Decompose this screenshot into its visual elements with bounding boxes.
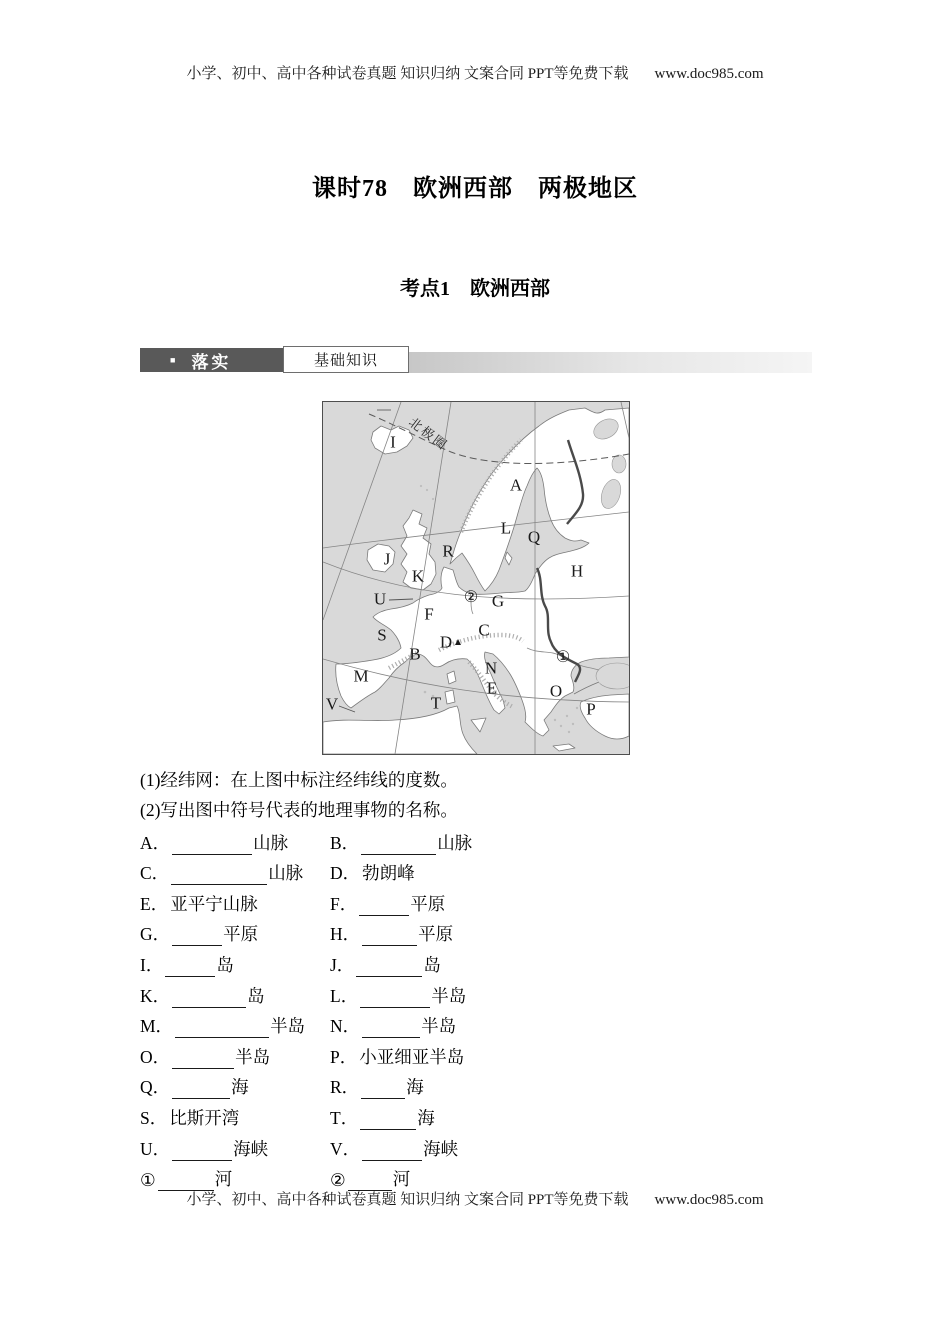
item-label: S．	[140, 1107, 168, 1128]
item-suffix: 海	[406, 1077, 424, 1098]
item-blank	[165, 959, 215, 977]
item-suffix: 山脉	[268, 863, 304, 884]
item-blank	[172, 1143, 232, 1161]
tab-bar-gradient	[409, 352, 812, 373]
item-label: ①	[140, 1170, 156, 1191]
map-label-Q: Q	[527, 527, 541, 547]
question-item	[140, 1011, 330, 1042]
map-label-V: V	[325, 694, 339, 714]
item-suffix: 海峡	[423, 1138, 459, 1159]
item-blank	[359, 898, 409, 916]
item-suffix: 平原	[410, 893, 446, 914]
question-item	[140, 1041, 330, 1072]
item-label: K．	[140, 985, 171, 1006]
map-label-R: R	[442, 541, 454, 561]
map-label-L: L	[500, 518, 512, 538]
item-label: T．	[330, 1107, 359, 1128]
question-item	[330, 980, 820, 1011]
europe-map	[322, 401, 630, 755]
footer-link[interactable]: www.doc985.com	[654, 1192, 764, 1208]
map-label-E: E	[486, 678, 498, 698]
question-item	[140, 858, 330, 889]
item-label: V．	[330, 1138, 361, 1159]
question-item	[330, 858, 820, 889]
tab-secondary	[283, 346, 409, 373]
question-item	[330, 949, 820, 980]
map-label-J: J	[383, 549, 391, 569]
item-label: J．	[330, 954, 355, 975]
item-suffix: 半岛	[270, 1016, 306, 1037]
question-item	[330, 1133, 820, 1164]
map-label-A: A	[509, 475, 523, 495]
section-title: 考点1 欧洲西部	[400, 278, 550, 300]
map-label-I: I	[390, 432, 396, 452]
item-blank	[362, 1143, 422, 1161]
item-suffix: 岛	[247, 985, 265, 1006]
map-label-G: G	[491, 591, 505, 611]
map-label-①: ①	[555, 649, 571, 667]
tab-primary-band	[140, 348, 283, 372]
item-label: L．	[330, 985, 359, 1006]
item-label: M．	[140, 1016, 174, 1037]
question-item	[330, 1011, 820, 1042]
item-suffix: 岛	[423, 954, 441, 975]
item-label: F．	[330, 893, 358, 914]
question-item	[330, 1072, 820, 1103]
item-blank	[362, 929, 417, 947]
map-label-B: B	[409, 644, 421, 664]
section-tab-bar	[140, 346, 812, 376]
item-label: ②	[330, 1170, 346, 1191]
item-blank	[360, 1112, 416, 1130]
item-answer: 比斯开湾	[169, 1107, 240, 1128]
map-label-C: C	[478, 620, 490, 640]
item-label: H．	[330, 924, 361, 945]
item-label: E．	[140, 893, 169, 914]
page-header	[0, 62, 950, 83]
item-label: Q．	[140, 1077, 171, 1098]
map-label-O: O	[549, 681, 563, 701]
item-blank	[361, 1082, 405, 1100]
item-label: D．	[330, 863, 361, 884]
arctic-circle-label: 北极圈	[405, 414, 451, 454]
item-blank	[356, 959, 422, 977]
item-suffix: 平原	[418, 924, 454, 945]
item-suffix: 平原	[223, 924, 259, 945]
item-suffix: 海	[417, 1107, 435, 1128]
item-answer: 勃朗峰	[362, 863, 415, 884]
item-blank	[361, 837, 436, 855]
item-blank	[360, 990, 430, 1008]
tab-secondary-label: 基础知识	[313, 352, 378, 369]
map-label-②: ②	[463, 589, 479, 607]
map-label-H: H	[570, 561, 584, 581]
item-suffix: 海峡	[233, 1138, 269, 1159]
item-suffix: 山脉	[437, 832, 473, 853]
item-label: G．	[140, 924, 171, 945]
item-suffix: 河	[214, 1169, 233, 1190]
map-label-T: T	[430, 693, 442, 713]
question-item	[140, 888, 330, 919]
item-label: U．	[140, 1138, 171, 1159]
item-label: I．	[140, 954, 164, 975]
question-item	[140, 1072, 330, 1103]
question-item	[140, 949, 330, 980]
header-link[interactable]: www.doc985.com	[654, 66, 764, 82]
footer-text: 小学、初中、高中各种试卷真题 知识归纳 文案合同 PPT等免费下载	[186, 1192, 629, 1208]
item-blank	[362, 1021, 420, 1039]
item-blank	[172, 1082, 230, 1100]
map-label-S: S	[377, 625, 387, 645]
question-item	[330, 888, 820, 919]
square-bullet-icon: ■	[170, 355, 176, 365]
tab-primary-label: 落实	[191, 352, 232, 372]
item-label: C．	[140, 863, 170, 884]
question-1: (1)经纬网：在上图中标注经纬线的度数。	[140, 770, 458, 790]
item-blank	[171, 868, 267, 886]
item-label: A．	[140, 832, 171, 853]
question-item	[140, 919, 330, 950]
item-answer: 小亚细亚半岛	[359, 1046, 465, 1067]
map-labels-layer	[323, 402, 629, 754]
map-label-P: P	[586, 699, 596, 719]
header-text: 小学、初中、高中各种试卷真题 知识归纳 文案合同 PPT等免费下载	[186, 66, 629, 82]
item-label: B．	[330, 832, 360, 853]
item-blank	[172, 929, 222, 947]
map-label-M: M	[353, 666, 369, 686]
item-answer: 亚平宁山脉	[170, 893, 258, 914]
item-blank	[175, 1021, 269, 1039]
item-blank	[172, 990, 246, 1008]
map-label-N: N	[484, 658, 498, 678]
map-label-K: K	[411, 566, 425, 586]
question-item	[330, 919, 820, 950]
map-label-D: D	[439, 632, 453, 652]
map-label-F: F	[424, 604, 434, 624]
question-2: (2)写出图中符号代表的地理事物的名称。	[140, 800, 458, 820]
item-blank	[172, 837, 252, 855]
question-item	[330, 827, 820, 858]
item-suffix: 海	[231, 1077, 249, 1098]
item-suffix: 半岛	[235, 1046, 271, 1067]
question-item	[140, 980, 330, 1011]
item-blank	[172, 1051, 234, 1069]
item-suffix: 山脉	[253, 832, 289, 853]
item-suffix: 岛	[216, 954, 234, 975]
item-label: P．	[330, 1046, 358, 1067]
item-label: N．	[330, 1016, 361, 1037]
question-item	[330, 1102, 820, 1133]
map-label-U: U	[373, 589, 387, 609]
item-label: R．	[330, 1077, 360, 1098]
question-item	[330, 1041, 820, 1072]
question-items	[140, 827, 820, 1194]
page-title: 课时78 欧洲西部 两极地区	[312, 176, 638, 202]
page-footer	[0, 1188, 950, 1209]
item-suffix: 河	[392, 1169, 411, 1190]
item-suffix: 半岛	[431, 985, 467, 1006]
question-item	[140, 1133, 330, 1164]
item-label: O．	[140, 1046, 171, 1067]
question-item	[140, 1102, 330, 1133]
question-item	[140, 827, 330, 858]
item-suffix: 半岛	[421, 1016, 457, 1037]
